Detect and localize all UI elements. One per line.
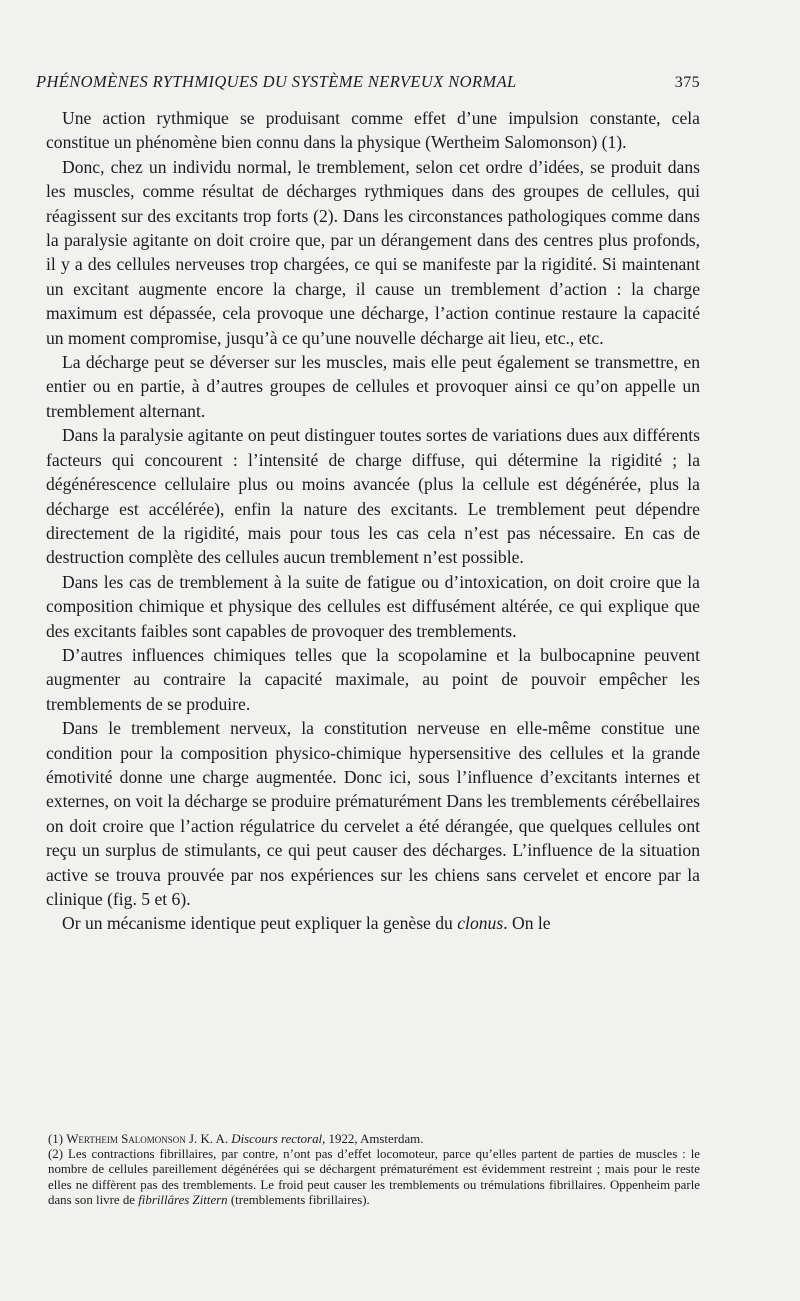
footnote-1 xyxy=(48,1132,700,1147)
paragraph-7: Dans le tremblement nerveux, la constitution nerveuse en elle-même constitue une condition pour la composition physico-chimique hypersensitive des cellules et la grande émotivité donne une charge augmentée. Donc ici, sous l’influence d’excitants internes et externes, on voit la décharge se produire prématurément Dans les tremblements cérébellaires on doit croire que l’action régulatrice du cervelet a été dérangée, que quelques cellules ont reçu un surplus de stimulants, ce qui peut causer des décharges. L’influence de la situation active se trouva prouvée par nos expériences sur les chiens sans cervelet et encore par la clinique (fig. 5 et 6). xyxy=(46,718,700,909)
paragraph-6: D’autres influences chimiques telles que la scopolamine et la bulbocapnine peuvent augmenter au contraire la capacité maximale, au point de pouvoir empêcher les tremblements de se produire. xyxy=(46,644,700,714)
paragraph-5: Dans les cas de tremblement à la suite de fatigue ou d’intoxication, on doit croire que la composition chimique et physique des cellules est diffusément altérée, ce qui explique que des excitants faibles sont capables de provoquer des tremblements. xyxy=(46,571,700,641)
paragraph-1: Une action rythmique se produisant comme effet d’une impulsion constante, cela constitue un phénomène bien connu dans la physique (Wertheim Salomonson) (1). xyxy=(46,108,700,153)
footnote-1-marker: (1) xyxy=(48,1132,64,1146)
paragraph-4: Dans la paralysie agitante on peut distinguer toutes sortes de variations dues aux différents facteurs qui concourent : l’intensité de charge diffuse, qui détermine la rigidité ; la dégénérescence cellulaire plus ou moins avancée (plus la cellule est dégénérée, plus la décharge est accélérée), enfin la nature des excitants. Le tremblement peut dépendre directement de la rigidité, mais pour tous les cas cela n’est pas nécessaire. En cas de destruction complète des cellules aucun tremblement n’est possible. xyxy=(46,425,700,568)
clonus-term: clonus xyxy=(457,913,504,934)
paragraph-8-end: . On le xyxy=(503,913,551,934)
paragraph-8-start: Or un mécanisme identique peut expliquer la genèse du xyxy=(62,913,458,934)
page-number: 375 xyxy=(674,74,700,91)
footnote-1-initials: J. K. A. xyxy=(185,1132,232,1146)
paragraph-8 xyxy=(46,911,700,935)
footnote-1-author: Wertheim Salomonson xyxy=(66,1132,186,1146)
footnote-1-work: Discours rectoral, xyxy=(231,1132,326,1146)
footnotes xyxy=(48,1132,700,1208)
paragraph-3: La décharge peut se déverser sur les muscles, mais elle peut également se transmettre, en entier ou en partie, à d’autres groupes de cellules et provoquer ainsi ce qu’on appelle un tremblement alternant. xyxy=(46,352,700,421)
footnote-1-rest: 1922, Amsterdam. xyxy=(325,1132,424,1146)
footnote-2-work: fibrillâres Zittern xyxy=(138,1192,228,1207)
running-title: PHÉNOMÈNES RYTHMIQUES DU SYSTÈME NERVEUX NORMAL xyxy=(36,72,517,91)
footnote-2-end: (tremblements fibrillaires). xyxy=(227,1192,370,1207)
running-head xyxy=(36,72,700,92)
footnote-2 xyxy=(48,1147,700,1208)
footnote-2-text: (2) Les contractions fibrillaires, par contre, n’ont pas d’effet locomoteur, parce qu’elles partent de parties de muscles : le nombre de cellules pareillement dégénérées qui se déchargent prématurément est évidemment restreint ; mais pour le reste elles ne diffèrent pas des tremblements. Le froid peut causer les tremblements ou trémulations fibrillaires. Oppenheim parle dans son livre de xyxy=(48,1147,700,1207)
body-text xyxy=(46,106,700,936)
paragraph-2: Donc, chez un individu normal, le tremblement, selon cet ordre d’idées, se produit dans les muscles, comme résultat de décharges rythmiques dans des groupes de cellules, qui réagissent sur des excitants trop forts (2). Dans les circonstances pathologiques comme dans la paralysie agitante on doit croire que, par un dérangement dans des centres plus profonds, il y a des cellules nerveuses trop chargées, ce qui se manifeste par la rigidité. Si maintenant un excitant augmente encore la charge, il cause un tremblement d’action : la charge maximum est dépassée, cela provoque une décharge, l’action continue restaure la capacité un moment compromise, jusqu’à ce qu’une nouvelle décharge ait lieu, etc., etc. xyxy=(46,156,700,348)
